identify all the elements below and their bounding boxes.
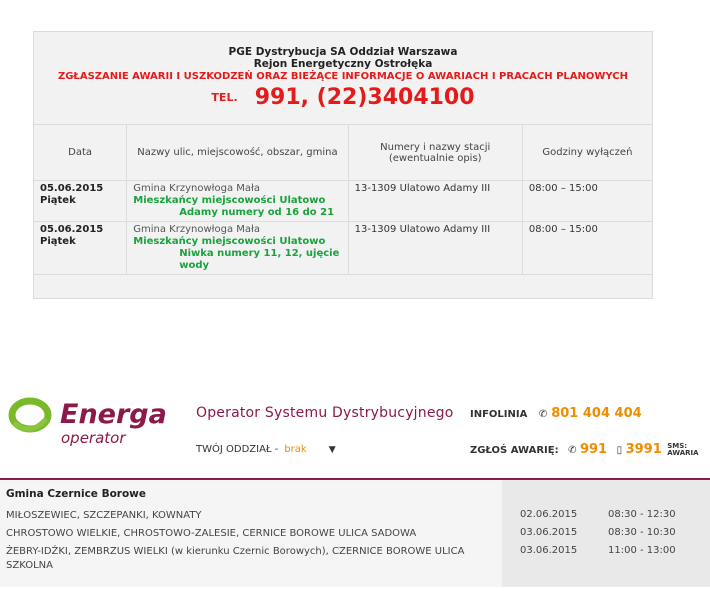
phone-icon: ✆ — [538, 409, 548, 420]
pge-company: PGE Dystrybucja SA Oddział Warszawa — [228, 46, 458, 58]
row-area-line2: Niwka numery 11, 12, ujęcie wody — [179, 248, 340, 271]
outage-hours: 11:00 - 13:00 — [608, 545, 676, 556]
row-date-cell — [34, 181, 127, 222]
row-area-cell — [127, 222, 348, 275]
row-gmina: Gmina Krzynowłoga Mała — [133, 224, 260, 235]
row-day: Piątek — [40, 195, 76, 206]
col-header-station: Numery i nazwy stacji (ewentualnie opis) — [348, 125, 522, 181]
report-sms-number[interactable]: 3991 — [625, 442, 662, 457]
col-header-hours: Godziny wyłączeń — [522, 125, 652, 181]
infolinia-number[interactable]: 801 404 404 — [551, 406, 642, 421]
outage-hours: 08:30 - 12:30 — [608, 509, 676, 520]
infolinia-label: INFOLINIA — [470, 409, 528, 420]
row-date: 05.06.2015 — [40, 183, 104, 194]
sms-label-1: SMS: — [667, 442, 688, 450]
phone-icon: ✆ — [568, 445, 577, 456]
report-outage — [470, 442, 699, 457]
pge-notice — [33, 31, 653, 299]
row-gmina: Gmina Krzynowłoga Mała — [133, 183, 260, 194]
report-label: ZGŁOŚ AWARIĘ: — [470, 445, 559, 456]
branch-value: brak — [284, 444, 307, 455]
row-area-line2: Adamy numery od 16 do 21 — [179, 207, 335, 218]
energa-swirl-icon — [8, 393, 168, 453]
outage-desc: CHROSTOWO WIELKIE, CHROSTOWO-ZALESIE, CERNICE BOROWE ULICA SADOWA — [6, 528, 417, 539]
row-hours: 08:00 – 15:00 — [522, 222, 652, 275]
col-header-area: Nazwy ulic, miejscowość, obszar, gmina — [127, 125, 348, 181]
branch-selector[interactable] — [196, 444, 336, 455]
pge-phone — [34, 85, 652, 110]
infolinia — [470, 406, 642, 421]
outage-hours: 08:30 - 10:30 — [608, 527, 676, 538]
sms-label — [667, 443, 698, 457]
pge-tel-number[interactable]: 991, (22)3404100 — [254, 85, 475, 110]
outage-desc: MIŁOSZEWIEC, SZCZEPANKI, KOWNATY — [6, 510, 202, 521]
row-area-line1: Mieszkańcy miejscowości Ulatowo — [133, 195, 326, 206]
outage-date: 02.06.2015 — [520, 509, 578, 520]
pge-header — [34, 32, 652, 124]
pge-tel-label: TEL. — [211, 91, 238, 104]
pge-headline: ZGŁASZANIE AWARII I USZKODZEŃ ORAZ BIEŻĄCE INFORMACJE O AWARIACH I PRACACH PLANOWYCH — [57, 71, 629, 82]
sms-phone-icon: ▯ — [616, 445, 623, 456]
energa-logo[interactable] — [8, 393, 168, 453]
outage-date: 03.06.2015 — [520, 545, 578, 556]
table-row — [34, 181, 652, 222]
report-phone[interactable]: 991 — [579, 442, 608, 457]
operator-title: Operator Systemu Dystrybucyjnego — [196, 405, 454, 421]
row-station: 13-1309 Ulatowo Adamy III — [348, 222, 522, 275]
branch-label: TWÓJ ODDZIAŁ - — [196, 444, 279, 455]
gmina-heading: Gmina Czernice Borowe — [6, 488, 146, 500]
row-hours: 08:00 – 15:00 — [522, 181, 652, 222]
sms-label-2: AWARIA — [667, 449, 699, 457]
table-row — [34, 222, 652, 275]
row-date: 05.06.2015 — [40, 224, 104, 235]
brand-sub: operator — [61, 429, 126, 447]
row-area-line1: Mieszkańcy miejscowości Ulatowo — [133, 236, 326, 247]
row-date-cell — [34, 222, 127, 275]
brand-name: Energa — [60, 399, 167, 430]
outage-desc: ŻEBRY-IDŹKI, ZEMBRZUS WIELKI (w kierunku Czernic Borowych), CZERNICE BOROWE ULICA SZKOLNA — [6, 546, 465, 571]
pge-region: Rejon Energetyczny Ostrołęka — [253, 58, 433, 70]
row-area-cell — [127, 181, 348, 222]
dropdown-arrow-icon[interactable]: ▼ — [328, 445, 336, 455]
col-header-date: Data — [34, 125, 127, 181]
row-station: 13-1309 Ulatowo Adamy III — [348, 181, 522, 222]
outage-date: 03.06.2015 — [520, 527, 578, 538]
outage-list — [0, 480, 710, 587]
table-header-row — [34, 125, 652, 181]
pge-outage-table — [34, 124, 652, 275]
row-day: Piątek — [40, 236, 76, 247]
